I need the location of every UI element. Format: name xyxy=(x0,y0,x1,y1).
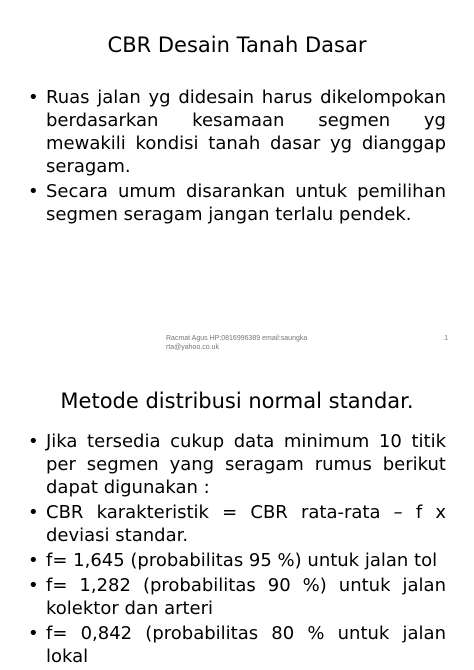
bullet-dot-icon: • xyxy=(28,181,39,202)
bullet-item xyxy=(28,180,446,226)
slide-footer: Racmat Agus HP:0816996389 email:saungkarta@yahoo.co.uk xyxy=(166,335,308,351)
bullet-text: f= 1,645 (probabilitas 95 %) untuk jalan tol xyxy=(46,550,438,571)
bullet-text: Ruas jalan yg didesain harus dikelompokan berdasarkan kesamaan segmen yg mewakili kondisi tanah dasar yg dianggap seragam. xyxy=(46,87,446,177)
bullet-dot-icon: • xyxy=(28,431,39,452)
bullet-dot-icon: • xyxy=(28,623,39,644)
bullet-text: f= 1,282 (probabilitas 90 %) untuk jalan kolektor dan arteri xyxy=(46,575,446,619)
bullet-dot-icon: • xyxy=(28,87,39,108)
bullet-item xyxy=(28,501,446,547)
bullet-dot-icon: • xyxy=(28,575,39,596)
bullet-text: CBR karakteristik = CBR rata-rata – f x deviasi standar. xyxy=(46,502,446,546)
bullet-item xyxy=(28,86,446,178)
bullet-item xyxy=(28,574,446,620)
bullet-text: f= 0,842 (probabilitas 80 % untuk jalan lokal xyxy=(46,623,446,667)
bullet-text: Jika tersedia cukup data minimum 10 titik per segmen yang seragam rumus berikut dapat digunakan : xyxy=(46,431,446,498)
page-number: 1 xyxy=(444,335,448,342)
bullet-item xyxy=(28,549,446,572)
slide-2-bullet-list xyxy=(28,430,446,670)
slide-1-bullet-list xyxy=(28,86,446,228)
slide-2 xyxy=(0,368,474,667)
bullet-dot-icon: • xyxy=(28,550,39,571)
bullet-text: Secara umum disarankan untuk pemilihan segmen seragam jangan terlalu pendek. xyxy=(46,181,446,225)
bullet-dot-icon: • xyxy=(28,502,39,523)
slide-2-title: Metode distribusi normal standar. xyxy=(60,389,414,413)
bullet-item xyxy=(28,430,446,499)
slide-1-title: CBR Desain Tanah Dasar xyxy=(107,33,367,57)
bullet-item xyxy=(28,622,446,668)
